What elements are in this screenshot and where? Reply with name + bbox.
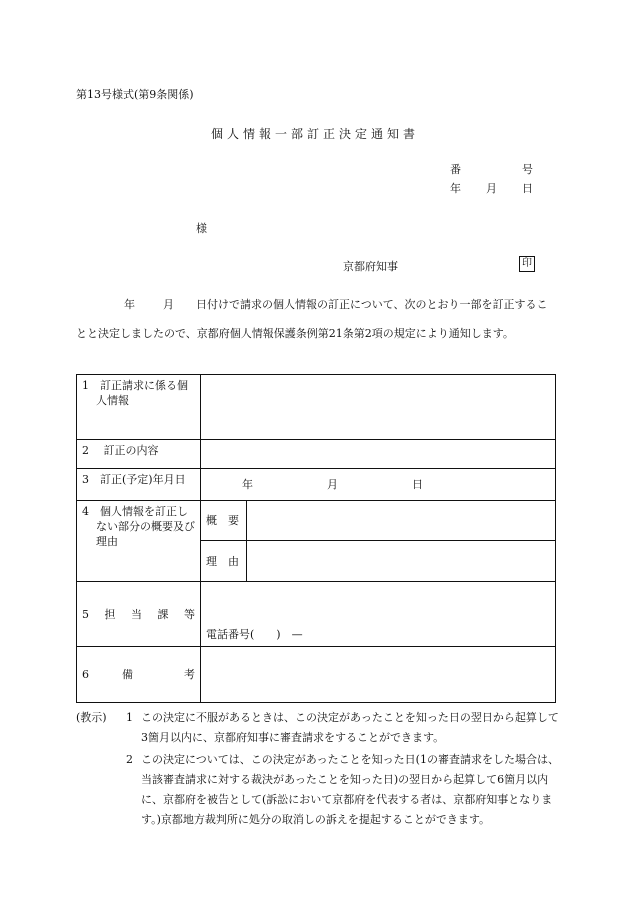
table-row bbox=[77, 501, 556, 541]
date-day-label: 日 bbox=[522, 182, 533, 195]
table-row bbox=[77, 440, 556, 469]
decision-table bbox=[76, 374, 556, 703]
body-text: 日付けで請求の個人情報の訂正について、次のとおり一部を訂正することと決定しましたので、京都府個人情報保護条例第21条第2項の規定により通知します。 bbox=[76, 298, 548, 340]
body-year: 年 bbox=[124, 298, 135, 311]
table-row bbox=[77, 375, 556, 440]
table-row bbox=[77, 582, 556, 647]
document-title: 個人情報一部訂正決定通知書 bbox=[210, 127, 419, 141]
number-label: 番 bbox=[450, 163, 461, 176]
instruction-item bbox=[76, 750, 560, 830]
instruction-number: 1 bbox=[126, 711, 133, 724]
row1-value bbox=[201, 375, 556, 440]
row3-label: 3 訂正(予定)年月日 bbox=[77, 469, 201, 501]
row5-num: 5 bbox=[82, 607, 89, 621]
instruction-text: この決定については、この決定があったことを知った日(1の審査請求をした場合は、当該審査請求に対する裁決があったことを知った日)の翌日から起算して6箇月以内に、京都府を被告として(訴訟において京都府を代表する者は、京都府知事となります。)京都地方裁判所に処分の取消しの訴えを提起することができます。 bbox=[141, 753, 559, 826]
row4-sub-summary: 概 要 bbox=[201, 501, 247, 541]
row1-label: 1 訂正請求に係る個人情報 bbox=[77, 375, 201, 440]
date-year-label: 年 bbox=[450, 182, 461, 195]
row3-day: 日 bbox=[412, 478, 423, 491]
notice-body bbox=[76, 290, 558, 348]
row6-label bbox=[77, 647, 201, 703]
row3-month: 月 bbox=[327, 478, 338, 491]
addressee-suffix: 様 bbox=[196, 222, 207, 235]
row6-char: 備 bbox=[122, 668, 133, 681]
table-row bbox=[77, 469, 556, 501]
row5-char: 当 bbox=[131, 607, 142, 621]
row3-value bbox=[201, 469, 556, 501]
form-number: 第13号様式(第9条関係) bbox=[76, 88, 194, 101]
row4-sub-reason: 理 由 bbox=[201, 541, 247, 582]
phone-number-label: 電話番号( ) — bbox=[206, 628, 303, 641]
row6-value bbox=[201, 647, 556, 703]
table-row bbox=[77, 647, 556, 703]
row6-char: 考 bbox=[184, 668, 195, 681]
seal-box: 印 bbox=[519, 256, 535, 272]
row5-label bbox=[77, 582, 201, 647]
row5-char: 等 bbox=[184, 607, 195, 621]
instruction-item bbox=[76, 708, 560, 748]
row3-year: 年 bbox=[242, 478, 253, 491]
number-suffix: 号 bbox=[522, 163, 533, 176]
body-month: 月 bbox=[163, 298, 174, 311]
row5-char: 課 bbox=[157, 607, 169, 621]
row4-summary-value bbox=[247, 501, 556, 541]
row2-label: 2 訂正の内容 bbox=[77, 440, 201, 469]
row5-char: 担 bbox=[104, 607, 116, 621]
instruction-text: この決定に不服があるときは、この決定があったことを知った日の翌日から起算して3箇月以内に、京都府知事に審査請求をすることができます。 bbox=[141, 711, 559, 744]
row6-num: 6 bbox=[82, 668, 89, 681]
row2-value bbox=[201, 440, 556, 469]
date-month-label: 月 bbox=[486, 182, 497, 195]
instructions-label: (教示) bbox=[76, 711, 107, 724]
row4-reason-value bbox=[247, 541, 556, 582]
row5-value bbox=[201, 582, 556, 647]
sender-name: 京都府知事 bbox=[343, 260, 398, 273]
row4-label: 4 個人情報を訂正しない部分の概要及び理由 bbox=[77, 501, 201, 582]
instruction-number: 2 bbox=[126, 753, 133, 766]
instructions bbox=[76, 708, 560, 830]
